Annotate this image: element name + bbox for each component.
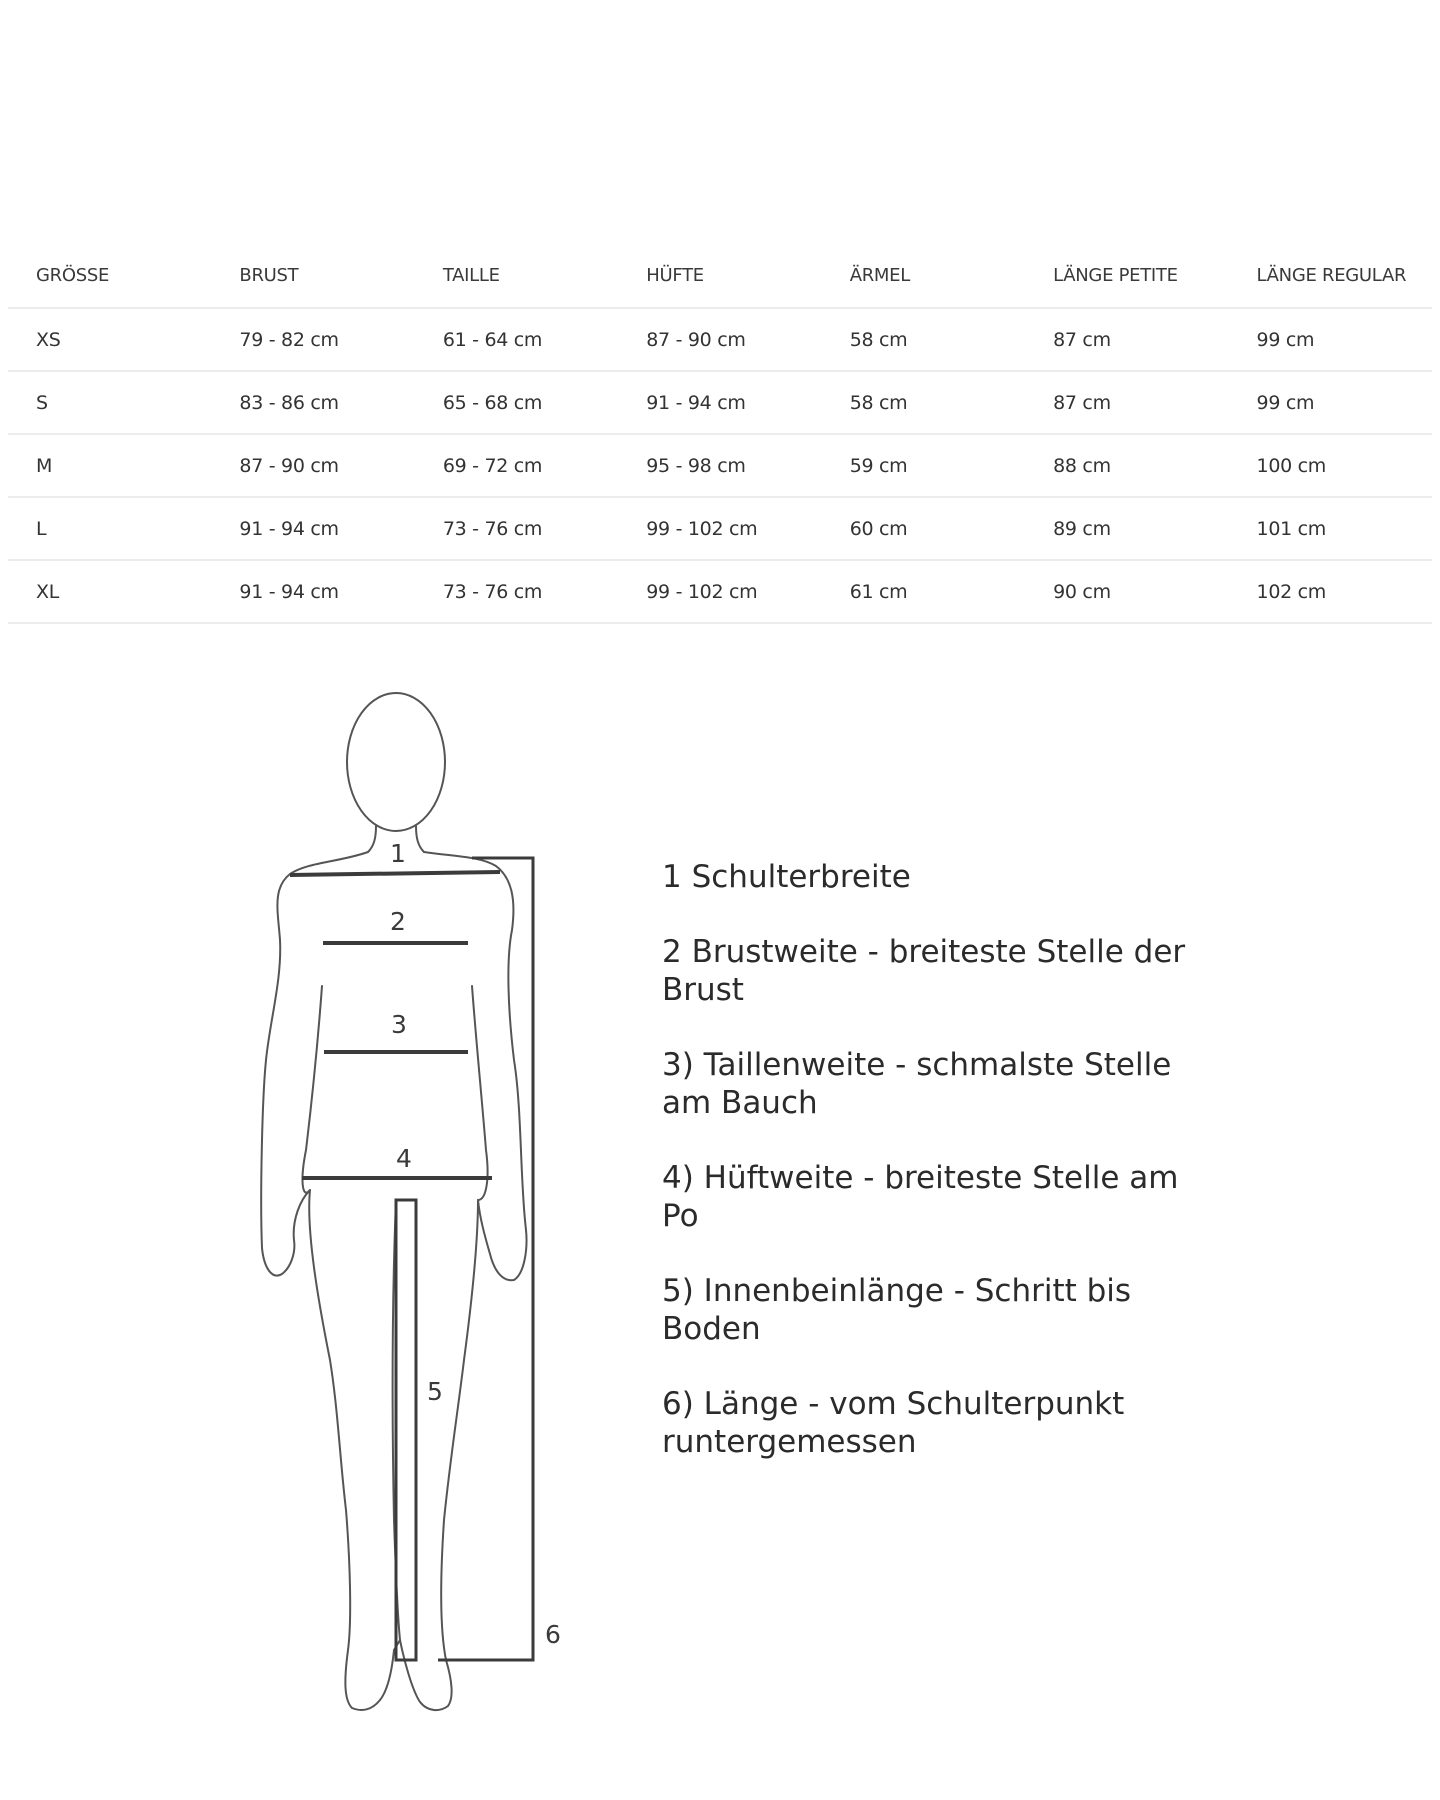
table-cell: 89 cm <box>1053 517 1111 540</box>
measurement-legend <box>662 858 1202 1498</box>
table-cell: 60 cm <box>849 517 908 540</box>
table-cell: 61 - 64 cm <box>442 328 543 351</box>
table-cell: 101 cm <box>1256 517 1326 540</box>
table-cell: 87 cm <box>1053 328 1111 351</box>
table-cell: 99 cm <box>1256 328 1315 351</box>
table-cell: 87 cm <box>1053 391 1111 414</box>
legend-item-waist: 3) Taillenweite - schmalste Stelle am Bauch <box>662 1047 1172 1121</box>
legend-item-length: 6) Länge - vom Schulterpunkt runtergemessen <box>662 1386 1125 1460</box>
measure-line-1 <box>290 872 500 875</box>
table-cell: 88 cm <box>1053 454 1111 477</box>
marker-2: 2 <box>390 907 406 936</box>
col-header-length-regular: LÄNGE REGULAR <box>1256 264 1407 286</box>
table-cell: 99 cm <box>1256 391 1315 414</box>
table-cell: L <box>36 517 47 540</box>
measure-line-5 <box>396 1200 416 1660</box>
head-outline <box>347 693 445 831</box>
table-cell: 99 - 102 cm <box>646 517 758 540</box>
table-cell: 91 - 94 cm <box>239 580 339 603</box>
marker-5: 5 <box>427 1377 443 1406</box>
table-cell: S <box>36 391 48 414</box>
legend-item-hip: 4) Hüftweite - breiteste Stelle am Po <box>662 1160 1179 1234</box>
col-header-waist: TAILLE <box>442 264 500 286</box>
legend-item-shoulder: 1 Schulterbreite <box>662 859 911 895</box>
table-cell: M <box>36 454 53 477</box>
table-cell: 87 - 90 cm <box>646 328 746 351</box>
table-cell: 87 - 90 cm <box>239 454 339 477</box>
table-cell: 65 - 68 cm <box>442 391 543 414</box>
table-cell: 61 cm <box>849 580 908 603</box>
measurement-lines <box>290 858 533 1660</box>
table-cell: 95 - 98 cm <box>646 454 746 477</box>
marker-1: 1 <box>390 839 406 868</box>
col-header-length-petite: LÄNGE PETITE <box>1053 264 1178 286</box>
marker-3: 3 <box>391 1010 407 1039</box>
marker-6: 6 <box>545 1620 561 1649</box>
col-header-chest: BRUST <box>239 264 299 286</box>
table-cell: 58 cm <box>849 391 908 414</box>
table-cell: 91 - 94 cm <box>646 391 746 414</box>
col-header-sleeve: ÄRMEL <box>849 264 910 286</box>
col-header-hip: HÜFTE <box>646 264 704 286</box>
table-cell: 83 - 86 cm <box>239 391 339 414</box>
table-cell: 91 - 94 cm <box>239 517 339 540</box>
table-cell: 58 cm <box>849 328 908 351</box>
table-cell: 69 - 72 cm <box>442 454 543 477</box>
table-cell: 102 cm <box>1256 580 1326 603</box>
marker-4: 4 <box>396 1144 412 1173</box>
legend-item-inseam: 5) Innenbeinlänge - Schritt bis Boden <box>662 1273 1132 1347</box>
table-cell: 59 cm <box>849 454 908 477</box>
table-cell: 79 - 82 cm <box>239 328 339 351</box>
col-header-size: GRÖSSE <box>36 264 110 286</box>
table-cell: XS <box>36 328 61 351</box>
legend-item-chest: 2 Brustweite - breiteste Stelle der Brust <box>662 934 1186 1008</box>
table-cell: XL <box>36 580 60 603</box>
table-cell: 99 - 102 cm <box>646 580 758 603</box>
inner-arm-left <box>303 986 322 1193</box>
table-cell: 90 cm <box>1053 580 1111 603</box>
table-cell: 73 - 76 cm <box>442 517 543 540</box>
table-cell: 73 - 76 cm <box>442 580 543 603</box>
measure-line-6 <box>438 858 533 1660</box>
inner-arm-right <box>472 986 488 1200</box>
table-cell: 100 cm <box>1256 454 1326 477</box>
